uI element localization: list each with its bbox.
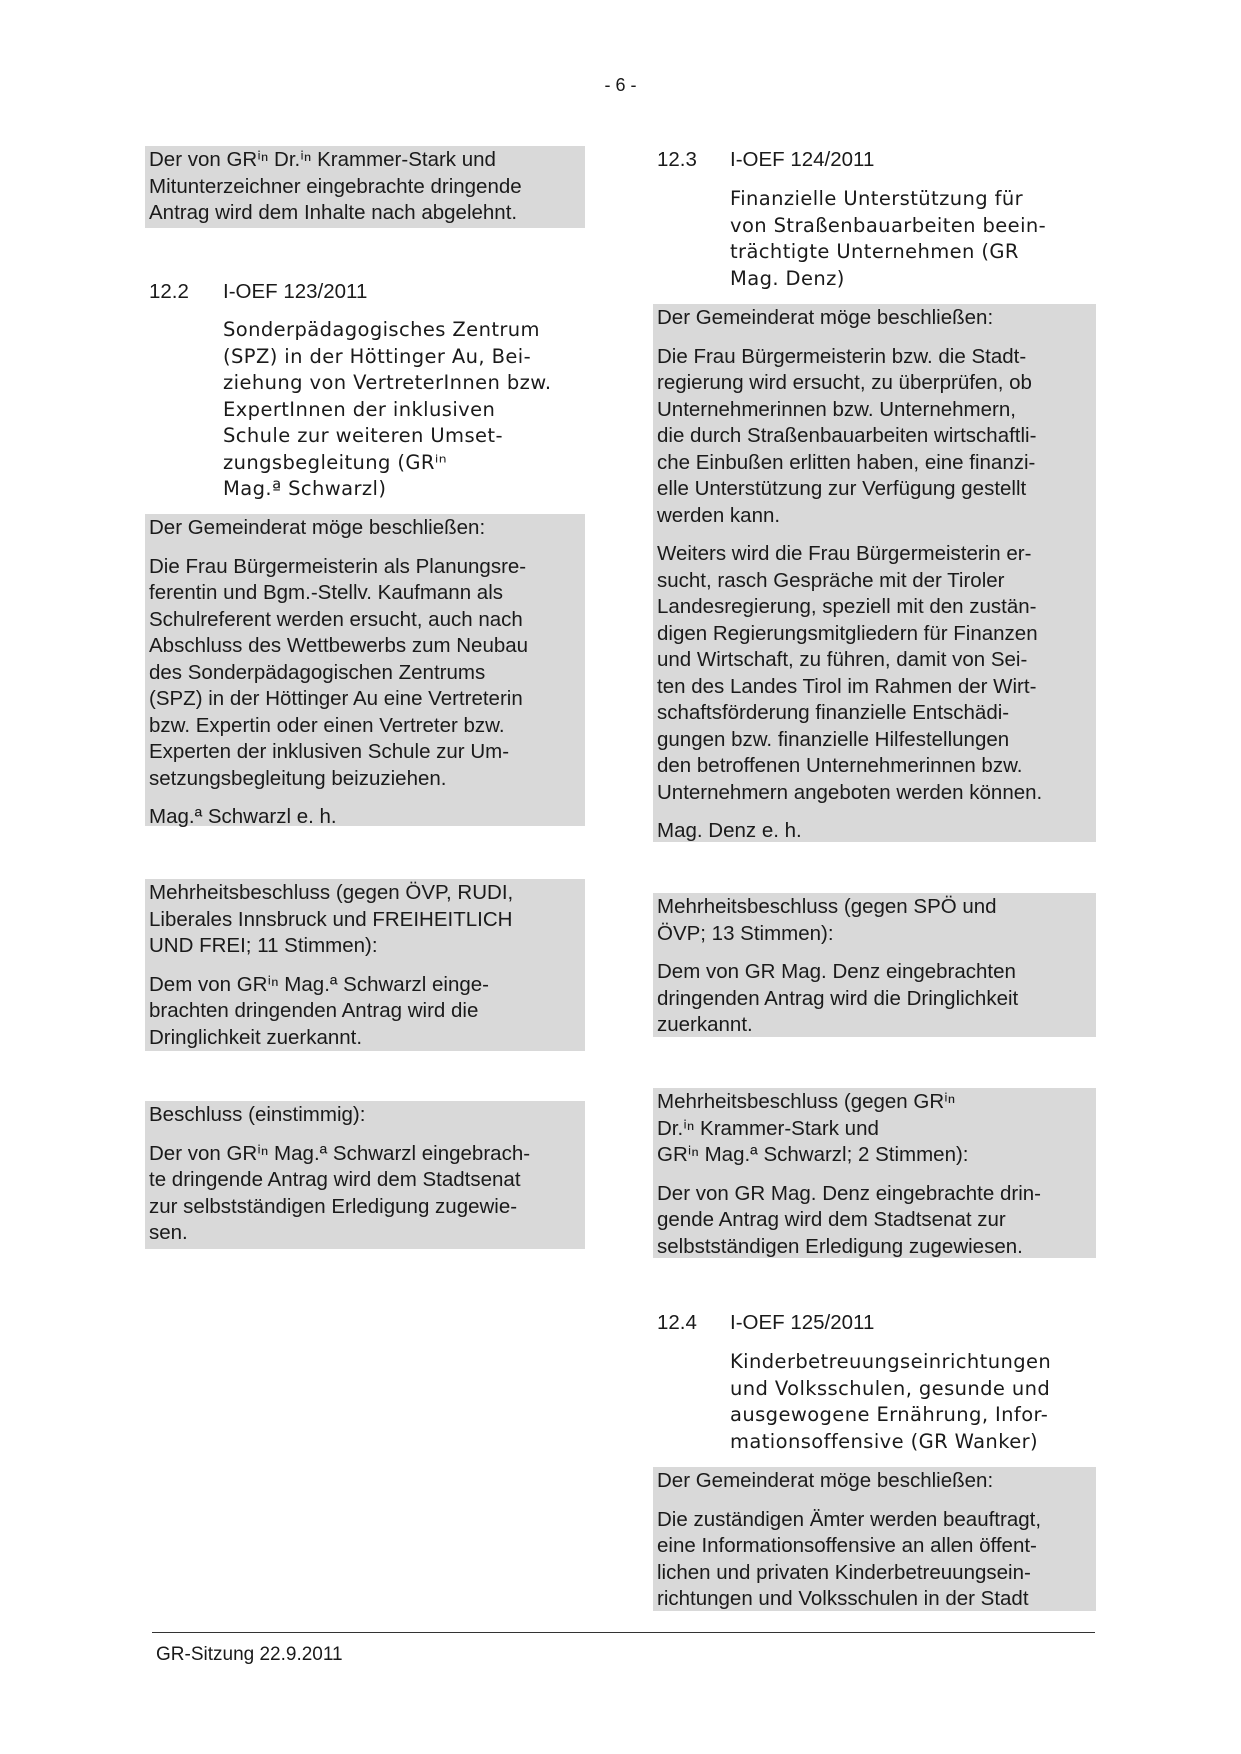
item-12-2-motion-box: [145, 514, 585, 826]
item-12-3-vote2-heading: Mehrheitsbeschluss (gegen GRⁱⁿ Dr.ⁱⁿ Krammer-Stark und GRⁱⁿ Mag.ª Schwarzl; 2 Stimmen):: [657, 1090, 969, 1166]
item-12-4-number: 12.4: [657, 1311, 697, 1334]
item-12-2-vote1-box: [145, 879, 585, 1051]
item-12-3-motion-text1: Die Frau Bürgermeisterin bzw. die Stadt- regierung wird ersucht, zu überprüfen, ob Unternehmerinnen bzw. Unternehmern, die durch Straßenbauarbeiten wirtschaftli- che Einbußen erlitten haben, eine finanzi- elle Unterstützung zur Verfügung gestellt werden kann.: [657, 344, 1037, 527]
item-12-3-vote2-box: [653, 1088, 1096, 1258]
item-12-3-motion-text2: Weiters wird die Frau Bürgermeisterin er- sucht, rasch Gespräche mit der Tiroler Landesregierung, speziell mit den zustän- digen Regierungsmitgliedern für Finanzen und Wirtschaft, zu führen, damit von Sei- ten des Landes Tirol im Rahmen der Wirt- schaftsförderung finanzielle Entschädi- gungen bzw. finanzielle Hilfestellungen den betroffenen Unternehmerinnen bzw. Unternehmern angeboten werden können.: [657, 542, 1043, 804]
footer-session-date: GR-Sitzung 22.9.2011: [156, 1644, 343, 1665]
item-12-2-vote2-heading: Beschluss (einstimmig):: [149, 1103, 366, 1126]
item-12-2-code: I-OEF 123/2011: [223, 280, 368, 303]
item-12-3-signature: Mag. Denz e. h.: [657, 819, 802, 842]
item-12-4-code: I-OEF 125/2011: [730, 1311, 875, 1334]
item-12-2-motion-heading: Der Gemeinderat möge beschließen:: [149, 516, 486, 539]
item-12-3-code: I-OEF 124/2011: [730, 148, 875, 171]
item-12-4-title: Kinderbetreuungseinrichtungen und Volksschulen, gesunde und ausgewogene Ernährung, Infor- mationsoffensive (GR Wanker): [730, 1350, 1052, 1453]
item-12-2-title: Sonderpädagogisches Zentrum (SPZ) in der Höttinger Au, Bei- ziehung von VertreterInnen bzw. ExpertInnen der inklusiven Schule zur weiteren Umset- zungsbegleitung (GRⁱⁿ Mag.ª Schwarzl): [223, 318, 552, 500]
item-12-3-motion-box: [653, 304, 1096, 842]
item-12-2-vote1-heading: Mehrheitsbeschluss (gegen ÖVP, RUDI, Liberales Innsbruck und FREIHEITLICH UND FREI; 11 Stimmen):: [149, 881, 514, 957]
intro-decision-box: [145, 146, 585, 228]
page-number: - 6 -: [604, 75, 637, 95]
item-12-3-vote1-heading: Mehrheitsbeschluss (gegen SPÖ und ÖVP; 13 Stimmen):: [657, 895, 997, 945]
item-12-4-motion-text: Die zuständigen Ämter werden beauftragt, eine Informationsoffensive an allen öffent- lichen und privaten Kinderbetreuungsein- richtungen und Volksschulen in der Stadt: [657, 1507, 1042, 1610]
item-12-3-vote2-text: Der von GR Mag. Denz eingebrachte drin- gende Antrag wird dem Stadtsenat zur selbstständigen Erledigung zugewiesen.: [657, 1181, 1041, 1258]
footer-divider: [152, 1632, 1095, 1633]
item-12-4-motion-box: [653, 1467, 1096, 1611]
item-12-2-motion-text: Die Frau Bürgermeisterin als Planungsre- ferentin und Bgm.-Stellv. Kaufmann als Schulreferent werden ersucht, auch nach Abschluss des Wettbewerbs zum Neubau des Sonderpädagogischen Zentrums (SPZ) in der Höttinger Au eine Vertreterin bzw. Expertin oder einen Vertreter bzw. Experten der inklusiven Schule zur Um- setzungsbegleitung beizuziehen.: [149, 554, 529, 790]
item-12-3-motion-heading: Der Gemeinderat möge beschließen:: [657, 306, 994, 329]
item-12-2-number: 12.2: [149, 280, 189, 303]
item-12-2-vote2-text: Der von GRⁱⁿ Mag.ª Schwarzl eingebrach- te dringende Antrag wird dem Stadtsenat zur selbstständigen Erledigung zugewie- sen.: [149, 1141, 531, 1244]
item-12-3-number: 12.3: [657, 148, 697, 171]
intro-decision-text: Der von GRⁱⁿ Dr.ⁱⁿ Krammer-Stark und Mitunterzeichner eingebrachte dringende Antrag wird dem Inhalte nach abgelehnt.: [149, 148, 522, 224]
item-12-2-signature: Mag.ª Schwarzl e. h.: [149, 805, 337, 828]
item-12-4-motion-heading: Der Gemeinderat möge beschließen:: [657, 1469, 994, 1492]
item-12-3-vote1-box: [653, 893, 1096, 1037]
item-12-3-title: Finanzielle Unterstützung für von Straßenbauarbeiten beein- trächtigte Unternehmen (GR Mag. Denz): [730, 187, 1047, 290]
item-12-2-vote1-text: Dem von GRⁱⁿ Mag.ª Schwarzl einge- brachten dringenden Antrag wird die Dringlichkeit zuerkannt.: [149, 972, 490, 1049]
item-12-2-vote2-box: [145, 1101, 585, 1249]
item-12-3-vote1-text: Dem von GR Mag. Denz eingebrachten dringenden Antrag wird die Dringlichkeit zuerkannt.: [657, 960, 1019, 1036]
